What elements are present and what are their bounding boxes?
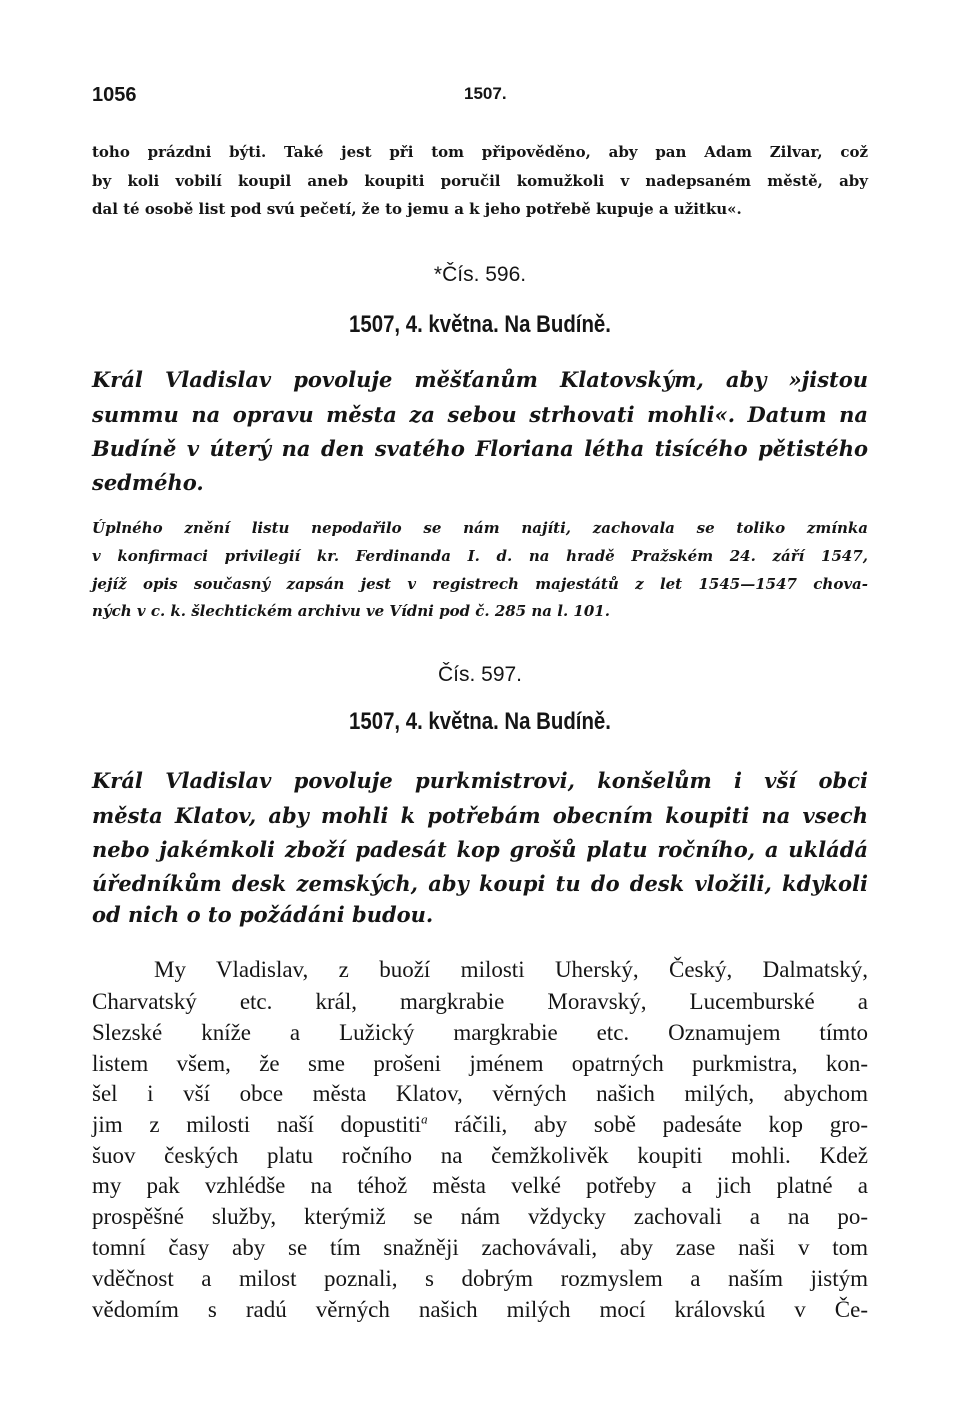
summary-line: nebo jakémkoli zboží padesát kop grošů platu ročního, a ukládá — [92, 837, 868, 862]
text-line: by koli vobilí koupil aneb koupiti poručil komužkoli v nadepsaném městě, aby — [92, 172, 868, 190]
summary-line: úředníkům desk zemských, aby koupi tu do desk vložili, kdykoli — [92, 871, 868, 896]
body-line: Charvatský etc. král, margkrabie Moravský, Lucemburské a — [92, 989, 868, 1014]
note-line: jejíž opis současný zapsán jest v registrech majestátů z let 1545—1547 chova- — [92, 575, 868, 593]
body-line: Slezské kníže a Lužický margkrabie etc. Oznamujem tímto — [92, 1020, 868, 1045]
body-line: vděčnost a milost poznali, s dobrým rozmyslem a naším jistým — [92, 1266, 868, 1291]
summary-line: Král Vladislav povoluje purkmistrovi, konšelům i vší obci — [92, 768, 868, 793]
document-date-place: 1507, 4. května. Na Budíně. — [349, 708, 611, 735]
body-line: šuov českých platu ročního na čemžkolivěk koupiti mohli. Kdež — [92, 1143, 868, 1168]
summary-line: Budíně v úterý na den svatého Floriana létha tisícého pětistého — [92, 436, 868, 461]
body-line: My Vladislav, z buoží milosti Uherský, Český, Dalmatský, — [154, 957, 868, 982]
running-head: 1507. — [464, 84, 507, 103]
note-line: Úplného znění listu nepodařilo se nám najíti, zachovala se toliko zmínka — [92, 519, 868, 537]
body-line-with-footnote — [92, 1107, 868, 1142]
footnote-marker: a — [421, 1111, 428, 1127]
body-line: vědomím s radú věrných našich milých mocí královskú v Če- — [92, 1297, 868, 1322]
body-line: tomní časy aby se tím snažněji zachovávali, aby zase naši v tom — [92, 1235, 868, 1260]
body-line-part: ráčili, aby sobě padesáte kop gro- — [454, 1112, 869, 1137]
document-date-place: 1507, 4. května. Na Budíně. — [349, 311, 611, 338]
text-line: toho prázdni býti. Také jest při tom připověděno, aby pan Adam Zilvar, což — [92, 143, 868, 161]
body-line: šel i vší obce města Klatov, věrných našich milých, abychom — [92, 1081, 868, 1106]
note-line: v konfirmaci privilegií kr. Ferdinanda I. d. na hradě Pražském 24. září 1547, — [92, 547, 868, 565]
summary-line: Král Vladislav povoluje měšťanům Klatovským, aby »jistou — [92, 367, 868, 392]
summary-line: města Klatov, aby mohli k potřebám obecním koupiti na vsech — [92, 803, 868, 828]
body-line-part: jim z milosti naší dopustiti — [92, 1112, 422, 1137]
page-number: 1056 — [92, 84, 137, 106]
body-line: my pak vzhlédše na téhož města velké potřeby a jich platné a — [92, 1173, 868, 1198]
summary-line: summu na opravu města za sebou strhovati mohli«. Datum na — [92, 402, 868, 427]
summary-line: sedmého. — [92, 470, 204, 495]
document-number: Čís. 597. — [437, 663, 523, 686]
body-line: listem všem, že sme prošeni jménem opatrných purkmistra, kon- — [92, 1051, 868, 1076]
document-number: *Čís. 596. — [433, 263, 527, 286]
note-line: ných v c. k. šlechtickém archivu ve Vídni pod č. 285 na l. 101. — [92, 602, 610, 620]
text-line: dal té osobě list pod svú pečetí, že to jemu a k jeho potřebě kupuje a užitku«. — [92, 200, 742, 218]
page-header — [92, 84, 868, 110]
summary-line: od nich o to požádáni budou. — [92, 902, 434, 927]
body-line: prospěšné služby, kterýmiž se nám vždycky zachovali a na po- — [92, 1204, 868, 1229]
